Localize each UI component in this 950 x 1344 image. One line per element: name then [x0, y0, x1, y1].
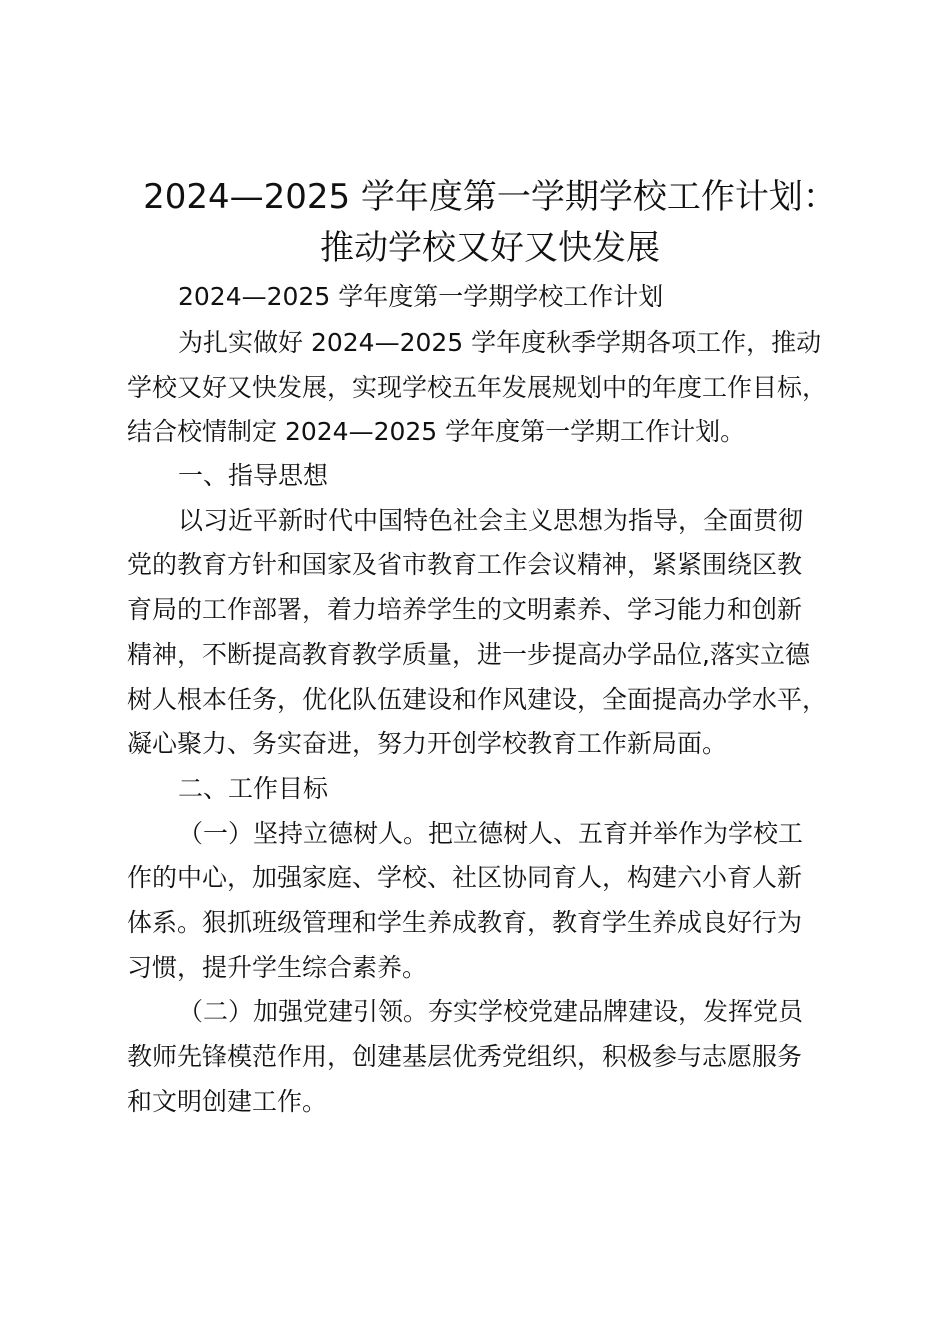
paragraph-line: 树人根本任务，优化队伍建设和作风建设，全面提高办学水平， — [127, 685, 828, 714]
paragraph-line: 习惯，提升学生综合素养。 — [127, 953, 428, 982]
paragraph-line: 学校又好又快发展，实现学校五年发展规划中的年度工作目标， — [127, 373, 828, 402]
paragraph-line: 和文明创建工作。 — [127, 1087, 328, 1116]
paragraph-line: 育局的工作部署，着力培养学生的文明素养、学习能力和创新 — [127, 595, 803, 624]
section-heading: 二、工作目标 — [178, 774, 329, 803]
paragraph-line: （一）坚持立德树人。把立德树人、五育并举作为学校工 — [178, 819, 804, 848]
paragraph-line: 为扎实做好 2024—2025 学年度秋季学期各项工作，推动 — [178, 328, 822, 357]
paragraph-line: 精神，不断提高教育教学质量，进一步提高办学品位,落实立德 — [127, 640, 810, 669]
subtitle-line: 2024—2025 学年度第一学期学校工作计划 — [178, 282, 664, 311]
paragraph-line: 党的教育方针和国家及省市教育工作会议精神，紧紧围绕区教 — [127, 550, 803, 579]
paragraph-line: 以习近平新时代中国特色社会主义思想为指导，全面贯彻 — [178, 506, 804, 535]
paragraph-line: 体系。狠抓班级管理和学生养成教育，教育学生养成良好行为 — [127, 908, 803, 937]
paragraph-line: 教师先锋模范作用，创建基层优秀党组织，积极参与志愿服务 — [127, 1042, 803, 1071]
document-title-line-1: 2024—2025 学年度第一学期学校工作计划： — [143, 177, 837, 217]
document-title-line-2: 推动学校又好又快发展 — [320, 228, 660, 268]
paragraph-line: 结合校情制定 2024—2025 学年度第一学期工作计划。 — [127, 417, 746, 446]
paragraph-line: 作的中心，加强家庭、学校、社区协同育人，构建六小育人新 — [127, 863, 803, 892]
paragraph-line: 凝心聚力、务实奋进，努力开创学校教育工作新局面。 — [127, 729, 728, 758]
section-heading: 一、指导思想 — [178, 461, 329, 490]
paragraph-line: （二）加强党建引领。夯实学校党建品牌建设，发挥党员 — [178, 997, 804, 1026]
